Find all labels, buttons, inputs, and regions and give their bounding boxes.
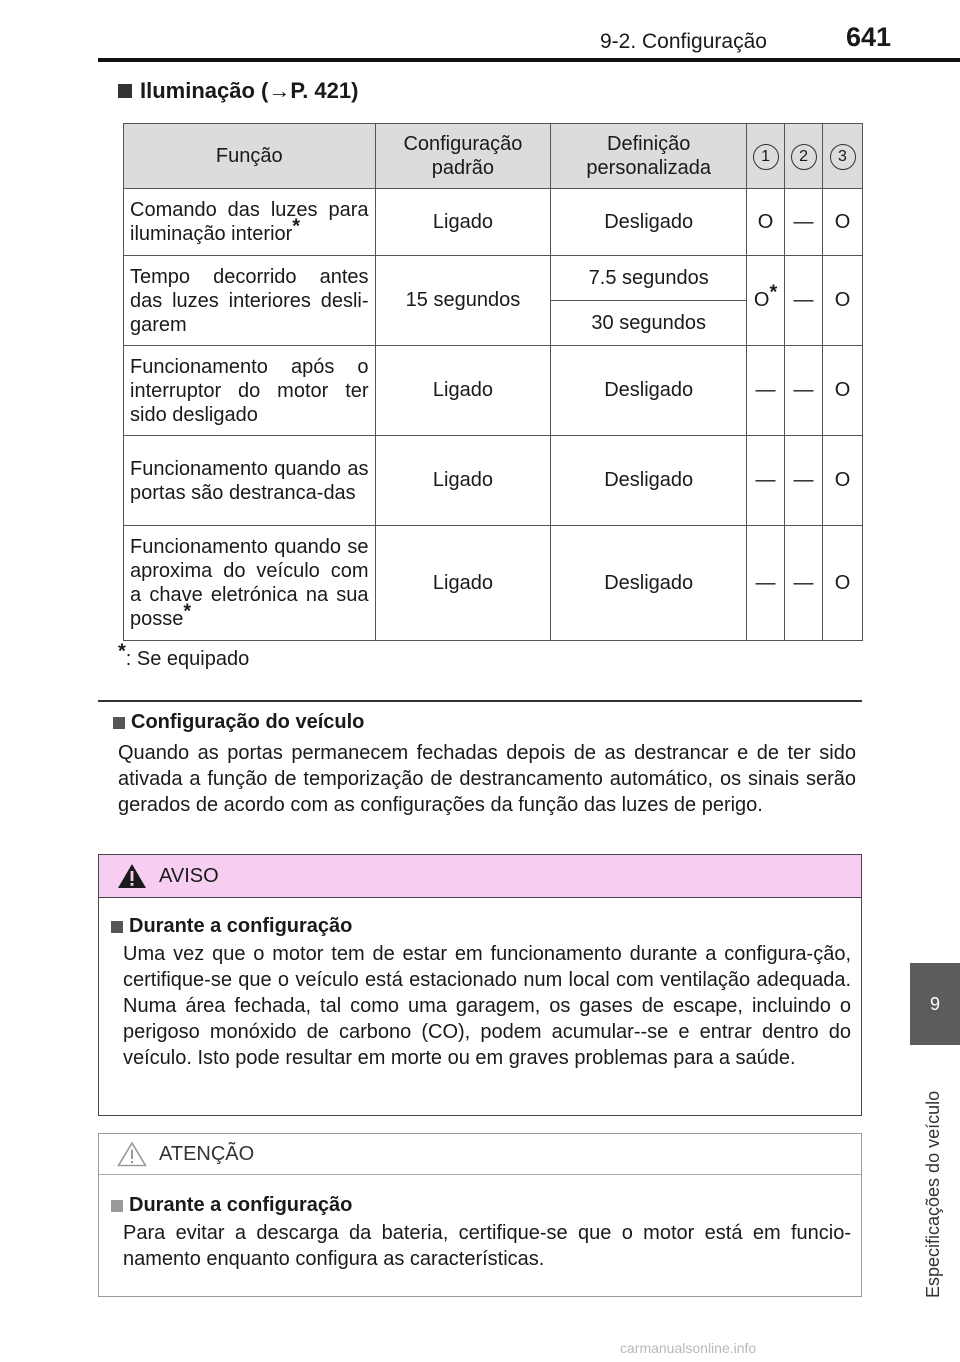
col-header-1 xyxy=(747,124,785,189)
row-function: Funcionamento quando se aproxima do veículo com a chave eletrónica na sua posse* xyxy=(124,526,376,641)
page-number: 641 xyxy=(846,22,892,52)
chapter-label xyxy=(923,1050,960,1310)
watermark: carmanualsonline.info xyxy=(620,1340,757,1356)
table-header-row xyxy=(124,124,863,189)
table-row xyxy=(124,256,863,301)
square-bullet-icon xyxy=(118,84,132,98)
square-bullet-icon xyxy=(111,1200,123,1212)
row-c2: — xyxy=(785,189,823,256)
warning-header xyxy=(99,855,861,898)
row-function: Funcionamento quando as portas são destranca-das xyxy=(124,436,376,526)
row-default: Ligado xyxy=(375,189,551,256)
row-custom: Desligado xyxy=(551,526,747,641)
attention-box xyxy=(98,1133,862,1297)
row-c2: — xyxy=(785,526,823,641)
row-c1: O* xyxy=(747,256,785,346)
col-header-2 xyxy=(785,124,823,189)
row-function: Comando das luzes para iluminação interior* xyxy=(124,189,376,256)
attention-header xyxy=(99,1134,861,1175)
warning-box xyxy=(98,854,862,1116)
attention-subtitle: Durante a configuração xyxy=(129,1194,353,1216)
warning-label: AVISO xyxy=(159,864,219,887)
row-default: Ligado xyxy=(375,526,551,641)
table-row xyxy=(124,526,863,641)
table-row xyxy=(124,189,863,256)
row-default: Ligado xyxy=(375,346,551,436)
chapter-label-text: Especificações do veículo xyxy=(923,1090,943,1298)
row-c1: — xyxy=(747,436,785,526)
warning-subtitle-row xyxy=(111,915,352,938)
section-heading xyxy=(118,78,358,104)
vehicle-config-title: Configuração do veículo xyxy=(131,711,365,733)
circled-2-icon: 2 xyxy=(791,144,817,170)
vehicle-config-heading xyxy=(113,711,364,734)
row-custom: Desligado xyxy=(551,436,747,526)
attention-subtitle-row xyxy=(111,1194,352,1217)
section-title: Iluminação ( xyxy=(140,78,269,103)
section-divider xyxy=(98,700,862,702)
col-header-function: Função xyxy=(124,124,376,189)
footnote xyxy=(118,640,250,671)
circled-3-icon: 3 xyxy=(830,144,856,170)
row-c3: O xyxy=(823,256,863,346)
row-c2: — xyxy=(785,346,823,436)
row-c2: — xyxy=(785,256,823,346)
caution-triangle-icon xyxy=(117,1141,147,1167)
row-custom: Desligado xyxy=(551,346,747,436)
arrow-icon: → xyxy=(268,78,291,103)
row-function: Tempo decorrido antes das luzes interiores desli-garem xyxy=(124,256,376,346)
row-default: 15 segundos xyxy=(375,256,551,346)
row-c3: O xyxy=(823,526,863,641)
vehicle-config-body: Quando as portas permanecem fechadas depois de as destrancar e de ter sido ativada a função de temporização de destrancamento automático, os sinais serão gerados de acordo com as configurações da função das luzes de perigo. xyxy=(118,742,856,816)
square-bullet-icon xyxy=(111,921,123,933)
row-custom: Desligado xyxy=(551,189,747,256)
attention-body: Para evitar a descarga da bateria, certifique-se que o motor está em funcio-namento enquanto configura as características. xyxy=(123,1222,851,1270)
col-header-default: Configuração padrão xyxy=(375,124,551,189)
header-rule xyxy=(98,58,960,62)
row-custom-a: 7.5 segundos xyxy=(551,256,747,301)
row-c3: O xyxy=(823,436,863,526)
footnote-text: : Se equipado xyxy=(125,648,250,670)
footnote-asterisk: * xyxy=(118,640,126,663)
square-bullet-icon xyxy=(113,717,125,729)
row-c1: O xyxy=(747,189,785,256)
table-row xyxy=(124,436,863,526)
row-c3: O xyxy=(823,346,863,436)
chapter-tab xyxy=(910,963,960,1045)
col-header-custom: Definição personalizada xyxy=(551,124,747,189)
table-row xyxy=(124,346,863,436)
warning-subtitle: Durante a configuração xyxy=(129,915,353,937)
header-section: 9-2. Configuração xyxy=(600,30,767,53)
page-header xyxy=(0,0,960,62)
row-custom-b: 30 segundos xyxy=(551,301,747,346)
attention-label: ATENÇÃO xyxy=(159,1142,255,1165)
row-c1: — xyxy=(747,346,785,436)
section-page-ref[interactable]: P. 421) xyxy=(290,78,359,103)
chapter-number: 9 xyxy=(929,993,940,1014)
row-default: Ligado xyxy=(375,436,551,526)
warning-triangle-icon xyxy=(117,863,147,889)
row-c2: — xyxy=(785,436,823,526)
row-function: Funcionamento após o interruptor do motor ter sido desligado xyxy=(124,346,376,436)
col-header-3 xyxy=(823,124,863,189)
warning-body: Uma vez que o motor tem de estar em funcionamento durante a configura-ção, certifique-se que o veículo está estacionado num local com ventilação adequada. Numa área fechada, tal como uma garagem, os gases de escape, incluindo o perigoso monóxido de carbono (CO), podem acumular--se e entrar dentro do veículo. Isto pode resultar em morte ou em graves problemas para a saúde. xyxy=(123,943,851,1069)
row-c1: — xyxy=(747,526,785,641)
circled-1-icon: 1 xyxy=(753,144,779,170)
lighting-config-table xyxy=(123,123,863,641)
row-c3: O xyxy=(823,189,863,256)
